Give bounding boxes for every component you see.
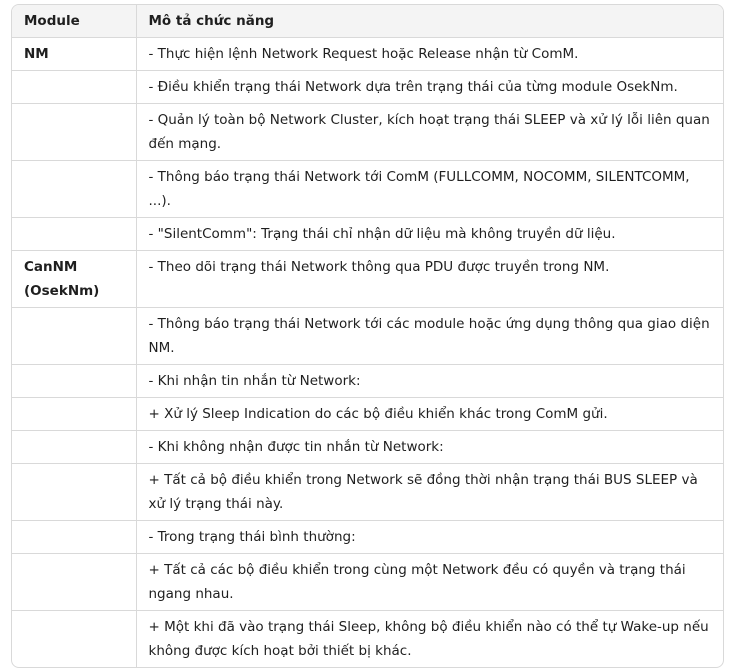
module-cell: [12, 104, 136, 161]
table-row: [12, 365, 723, 398]
module-table: [12, 5, 723, 667]
module-cell: CanNM (OsekNm): [12, 251, 136, 308]
table-row: [12, 251, 723, 308]
module-cell: [12, 611, 136, 668]
description-cell: - Khi không nhận được tin nhắn từ Network:: [136, 431, 723, 464]
description-cell: - Theo dõi trạng thái Network thông qua PDU được truyền trong NM.: [136, 251, 723, 308]
module-cell: [12, 464, 136, 521]
table-row: [12, 161, 723, 218]
table-row: [12, 464, 723, 521]
module-cell: [12, 398, 136, 431]
table-row: [12, 38, 723, 71]
table-row: [12, 398, 723, 431]
module-cell: NM: [24, 46, 49, 62]
table-row: [12, 554, 723, 611]
description-cell: - Thông báo trạng thái Network tới các module hoặc ứng dụng thông qua giao diện NM.: [136, 308, 723, 365]
table-row: [12, 71, 723, 104]
column-header-module: Module: [12, 5, 136, 38]
description-cell: - "SilentComm": Trạng thái chỉ nhận dữ liệu mà không truyền dữ liệu.: [136, 218, 723, 251]
description-cell: + Tất cả bộ điều khiển trong Network sẽ đồng thời nhận trạng thái BUS SLEEP và xử lý trạng thái này.: [136, 464, 723, 521]
module-table-container: [11, 4, 724, 668]
description-cell: + Một khi đã vào trạng thái Sleep, không bộ điều khiển nào có thể tự Wake-up nếu không được kích hoạt bởi thiết bị khác.: [136, 611, 723, 668]
module-cell: [12, 218, 136, 251]
table-row: [12, 521, 723, 554]
table-row: [12, 104, 723, 161]
description-cell: - Quản lý toàn bộ Network Cluster, kích hoạt trạng thái SLEEP và xử lý lỗi liên quan đến mạng.: [136, 104, 723, 161]
table-row: [12, 218, 723, 251]
column-header-description: Mô tả chức năng: [136, 5, 723, 38]
module-cell: [12, 161, 136, 218]
module-cell: [12, 554, 136, 611]
table-row: [12, 611, 723, 668]
description-cell: - Thông báo trạng thái Network tới ComM (FULLCOMM, NOCOMM, SILENTCOMM, ...).: [136, 161, 723, 218]
description-cell: + Xử lý Sleep Indication do các bộ điều khiển khác trong ComM gửi.: [136, 398, 723, 431]
description-cell: - Thực hiện lệnh Network Request hoặc Release nhận từ ComM.: [136, 38, 723, 71]
table-row: [12, 308, 723, 365]
module-cell: [12, 308, 136, 365]
description-cell: + Tất cả các bộ điều khiển trong cùng một Network đều có quyền và trạng thái ngang nhau.: [136, 554, 723, 611]
description-cell: - Khi nhận tin nhắn từ Network:: [136, 365, 723, 398]
description-cell: - Điều khiển trạng thái Network dựa trên trạng thái của từng module OsekNm.: [136, 71, 723, 104]
module-cell: [12, 521, 136, 554]
module-cell: [12, 365, 136, 398]
module-cell: [12, 71, 136, 104]
table-header-row: [12, 5, 723, 38]
table-row: [12, 431, 723, 464]
description-cell: - Trong trạng thái bình thường:: [136, 521, 723, 554]
module-cell: [12, 431, 136, 464]
